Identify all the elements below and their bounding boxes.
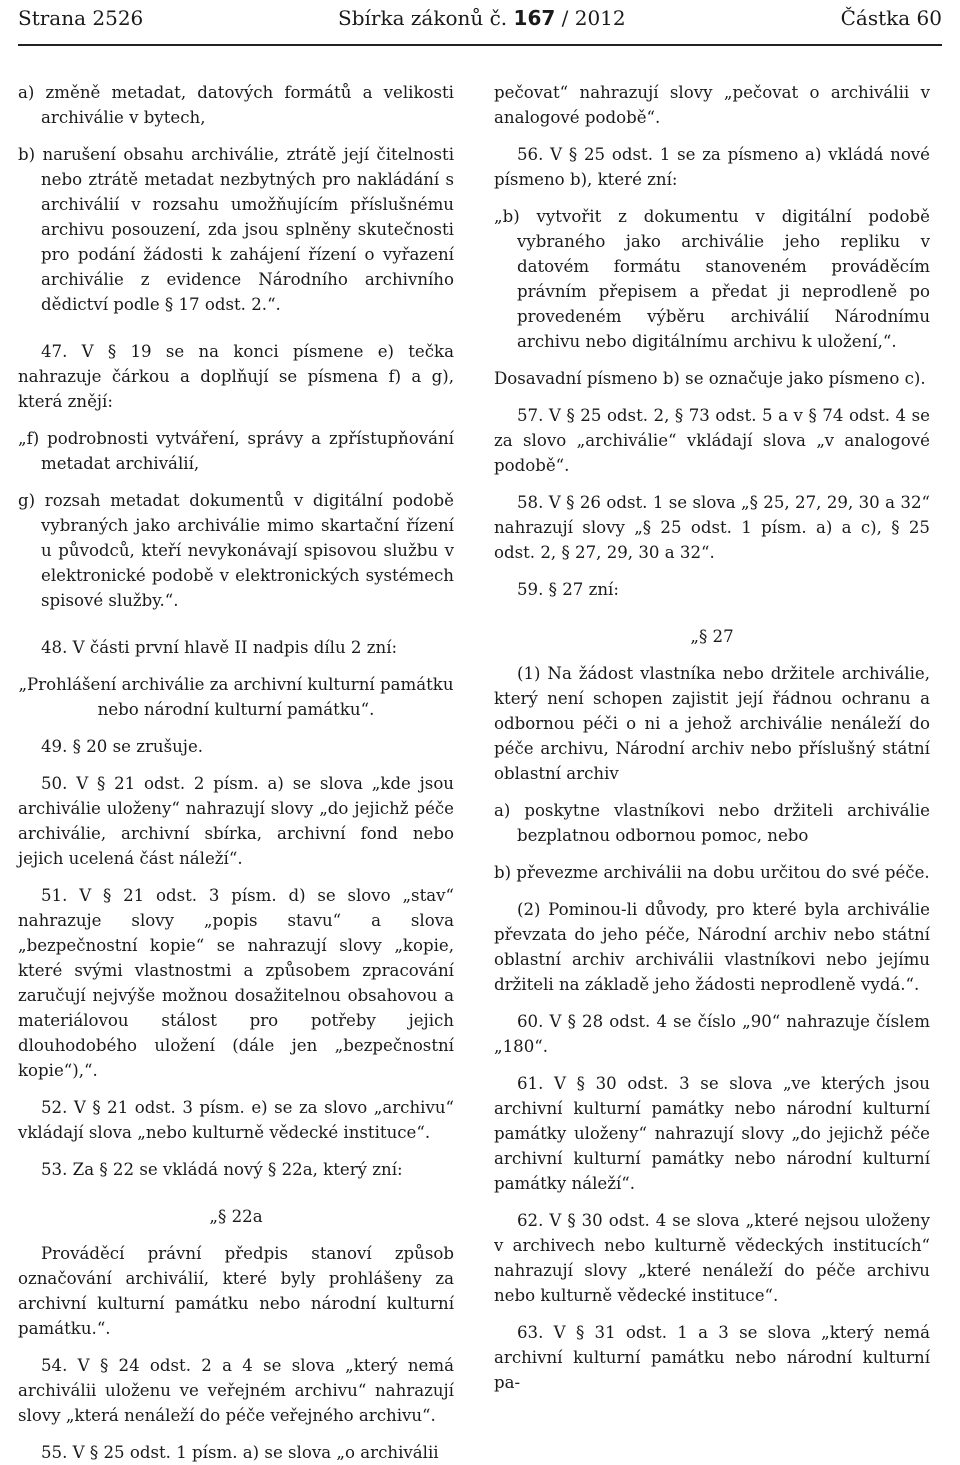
amendment-point: 51. V § 21 odst. 3 písm. d) se slovo „stav“ nahrazuje slovy „popis stavu“ a slova „bezpečnostní kopie“ se nahrazují slovy „kopie, které svými vlastnostmi a způsobem zpracování zaručují nejvýše možnou dosažitelnou obsahovou a materiálovou stálost pro potřeby jejich dlouhodobého uložení (dále jen „bezpečnostní kopie“),“. xyxy=(18,886,454,1080)
amendment-point: 61. V § 30 odst. 3 se slova „ve kterých jsou archivní kulturní památky nebo národní kulturní památky uloženy“ nahrazují slovy „do jejichž péče archivní kulturní památky nebo národní kulturní památky náleží“. xyxy=(494,1074,930,1193)
part-number: Částka 60 xyxy=(840,6,942,30)
collection-title xyxy=(338,6,626,30)
amendment-point: 47. V § 19 se na konci písmene e) tečka nahrazuje čárkou a doplňují se písmena f) a g), která znějí: xyxy=(18,342,454,411)
amendment-point: 52. V § 21 odst. 3 písm. e) se za slovo „archivu“ vkládají slova „nebo kulturně vědecké instituce“. xyxy=(18,1098,454,1142)
section-heading: „§ 22a xyxy=(209,1207,263,1226)
amendment-point: 59. § 27 zní: xyxy=(517,580,619,599)
list-item: g) rozsah metadat dokumentů v digitální podobě vybraných jako archiválie mimo skartační řízení u původců, kteří nevykonávají spisovou službu v elektronické podobě v elektronických systémech spisové služby.“. xyxy=(18,491,454,610)
continued-text: pečovat“ nahrazují slovy „pečovat o archiválii v analogové podobě“. xyxy=(494,83,930,127)
list-item: b) převezme archiválii na dobu určitou do své péče. xyxy=(494,863,930,882)
note-text: Dosavadní písmeno b) se označuje jako písmeno c). xyxy=(494,369,926,388)
amendment-point: 58. V § 26 odst. 1 se slova „§ 25, 27, 29, 30 a 32“ nahrazují slovy „§ 25 odst. 1 písm. a) a c), § 25 odst. 2, § 27, 29, 30 a 32“. xyxy=(494,493,930,562)
header-rule xyxy=(18,44,942,46)
amendment-point: 55. V § 25 odst. 1 písm. a) se slova „o archiválii xyxy=(41,1443,439,1462)
amendment-point: 62. V § 30 odst. 4 se slova „které nejsou uloženy v archivech nebo kulturně vědeckých institucích“ nahrazují slovy „které nenáleží do péče archivu nebo kulturně vědecké instituce“. xyxy=(494,1211,930,1305)
section-paragraph: (1) Na žádost vlastníka nebo držitele archiválie, který není schopen zajistit její řádnou ochranu a odbornou péči o ni a jehož archiválie nenáleží do péče archivu, Národní archiv nebo příslušný státní oblastní archiv xyxy=(494,664,930,783)
issue-number: 167 xyxy=(513,6,556,30)
amendment-point: 63. V § 31 odst. 1 a 3 se slova „který nemá archivní kulturní památku nebo národní kulturní pa- xyxy=(494,1323,930,1392)
section-heading: „§ 27 xyxy=(690,627,734,646)
section-text: Prováděcí právní předpis stanoví způsob označování archiválií, které byly prohlášeny za archivní kulturní památku nebo národní kulturní památku.“. xyxy=(18,1244,454,1338)
amendment-point: 53. Za § 22 se vkládá nový § 22a, který zní: xyxy=(41,1160,403,1179)
left-column xyxy=(18,80,454,1465)
amendment-point: 48. V části první hlavě II nadpis dílu 2 zní: xyxy=(41,638,398,657)
page-header xyxy=(18,6,942,36)
amendment-point: 56. V § 25 odst. 1 se za písmeno a) vkládá nové písmeno b), které zní: xyxy=(494,145,930,189)
quoted-heading: „Prohlášení archiválie za archivní kulturní památku nebo národní kulturní památku“. xyxy=(18,675,454,719)
right-column xyxy=(494,80,930,1395)
page-number: Strana 2526 xyxy=(18,6,144,30)
list-item: „f) podrobnosti vytváření, správy a zpřístupňování metadat archiválií, xyxy=(18,429,454,473)
list-item: „b) vytvořit z dokumentu v digitální podobě vybraného jako archiválie jeho repliku v datovém formátu stanoveném prováděcím právním přepisem a předat ji neprodleně po provedeném výběru archiválií Národnímu archivu nebo digitálnímu archivu k uložení,“. xyxy=(494,207,930,351)
amendment-point: 54. V § 24 odst. 2 a 4 se slova „který nemá archiválii uloženu ve veřejném archivu“ nahrazují slovy „která nenáleží do péče veřejného archivu“. xyxy=(18,1356,454,1425)
amendment-point: 50. V § 21 odst. 2 písm. a) se slova „kde jsou archiválie uloženy“ nahrazují slovy „do jejichž péče archiválie, archivní sbírka, archivní fond nebo jejich ucelená část náleží“. xyxy=(18,774,454,868)
issue-year: / 2012 xyxy=(561,6,626,30)
list-item: a) poskytne vlastníkovi nebo držiteli archiválie bezplatnou odbornou pomoc, nebo xyxy=(494,801,930,845)
amendment-point: 57. V § 25 odst. 2, § 73 odst. 5 a v § 74 odst. 4 se za slovo „archiválie“ vkládají slova „v analogové podobě“. xyxy=(494,406,930,475)
list-item: b) narušení obsahu archiválie, ztrátě její čitelnosti nebo ztrátě metadat nezbytných pro nakládání s archiválií v rozsahu umožňujícím příslušnému archivu posouzení, zda jsou splněny skutečnosti pro podání žádosti k zahájení řízení o vyřazení archiválie z evidence Národního archivního dědictví podle § 17 odst. 2.“. xyxy=(18,145,454,314)
amendment-point: 49. § 20 se zrušuje. xyxy=(41,737,204,756)
collection-label: Sbírka zákonů č. xyxy=(338,6,508,30)
section-paragraph: (2) Pominou-li důvody, pro které byla archiválie převzata do jeho péče, Národní archiv nebo státní oblastní archiv archiválii vlastníkovi nebo jejímu držiteli na základě jeho žádosti neprodleně vydá.“. xyxy=(494,900,930,994)
amendment-point: 60. V § 28 odst. 4 se číslo „90“ nahrazuje číslem „180“. xyxy=(494,1012,930,1056)
list-item: a) změně metadat, datových formátů a velikosti archiválie v bytech, xyxy=(18,83,454,127)
